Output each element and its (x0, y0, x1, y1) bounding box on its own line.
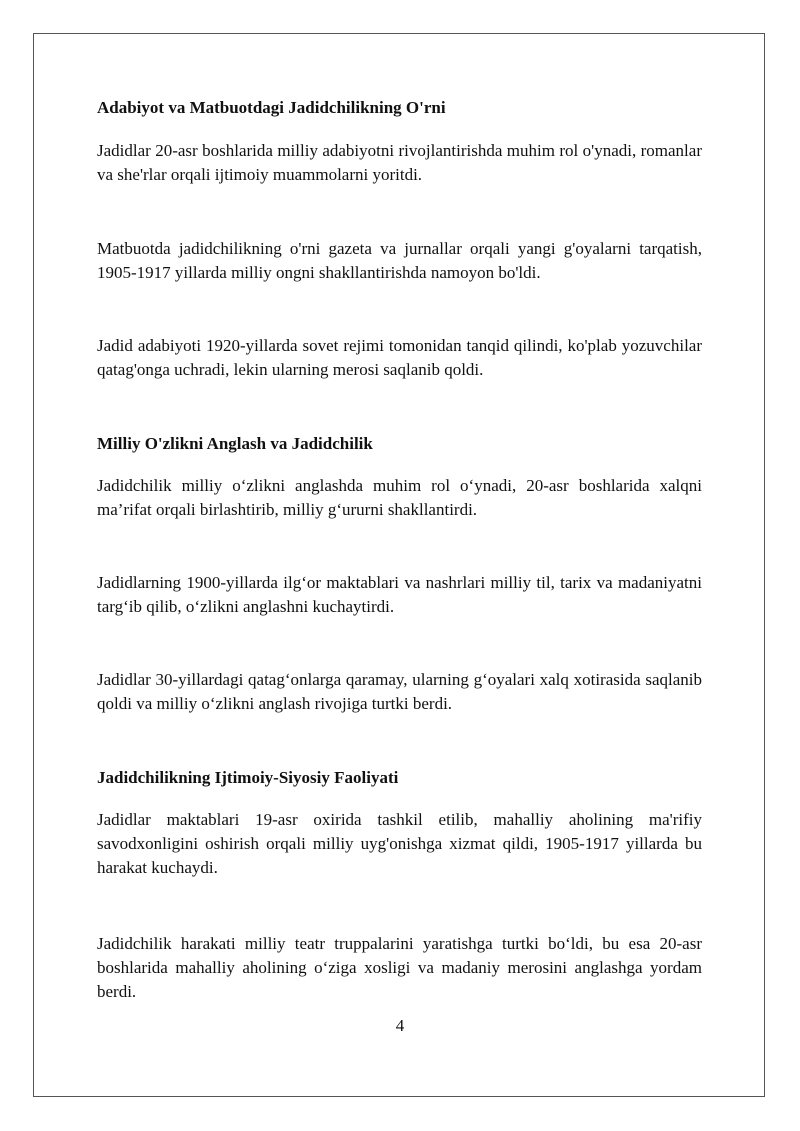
section-heading: Jadidchilikning Ijtimoiy-Siyosiy Faoliyati (97, 768, 399, 787)
paragraph: Jadidlar maktablari 19-asr oxirida tashkil etilib, mahalliy aholining ma'rifiy savodxonligini oshirish orqali milliy uyg'onishga xizmat qildi, 1905-1917 yillarda bu harakat kuchaydi. (97, 810, 702, 877)
page-number: 4 (395, 1016, 405, 1035)
paragraph: Jadid adabiyoti 1920-yillarda sovet rejimi tomonidan tanqid qilindi, ko'plab yozuvchilar qatag'onga uchradi, lekin ularning merosi saqlanib qoldi. (97, 336, 702, 379)
paragraph: Jadidchilik harakati milliy teatr truppalarini yaratishga turtki bo‘ldi, bu esa 20-asr boshlarida mahalliy aholining o‘ziga xosligi va madaniy merosini anglashga yordam berdi. (97, 934, 702, 1001)
paragraph: Jadidlar 20-asr boshlarida milliy adabiyotni rivojlantirishda muhim rol o'ynadi, romanlar va she'rlar orqali ijtimoiy muammolarni yoritdi. (97, 141, 702, 184)
paragraph: Jadidchilik milliy o‘zlikni anglashda muhim rol o‘ynadi, 20-asr boshlarida xalqni ma’rifat orqali birlashtirib, milliy g‘ururni shakllantirdi. (97, 476, 702, 519)
paragraph: Jadidlarning 1900-yillarda ilg‘or maktablari va nashrlari milliy til, tarix va madaniyatni targ‘ib qilib, o‘zlikni anglashni kuchaytirdi. (97, 573, 702, 616)
paragraph: Jadidlar 30-yillardagi qatag‘onlarga qaramay, ularning g‘oyalari xalq xotirasida saqlanib qoldi va milliy o‘zlikni anglash rivojiga turtki berdi. (97, 670, 702, 713)
section-heading: Milliy O'zlikni Anglash va Jadidchilik (97, 434, 373, 453)
paragraph: Matbuotda jadidchilikning o'rni gazeta va jurnallar orqali yangi g'oyalarni tarqatish, 1905-1917 yillarda milliy ongni shakllantirishda namoyon bo'ldi. (97, 239, 702, 282)
section-heading: Adabiyot va Matbuotdagi Jadidchilikning O'rni (97, 98, 446, 117)
